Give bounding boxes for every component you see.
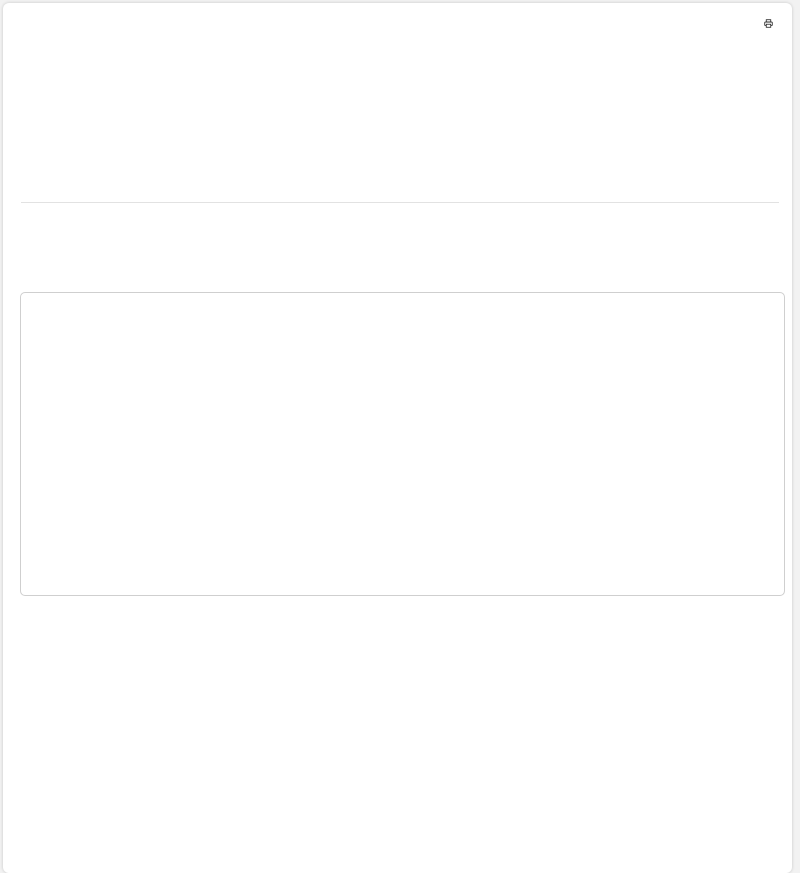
vehicle-detail-card [3,3,792,873]
premium-package-group [20,292,785,596]
equipment-table-header [21,181,779,203]
print-button[interactable] [764,19,777,28]
printer-icon [764,19,773,28]
